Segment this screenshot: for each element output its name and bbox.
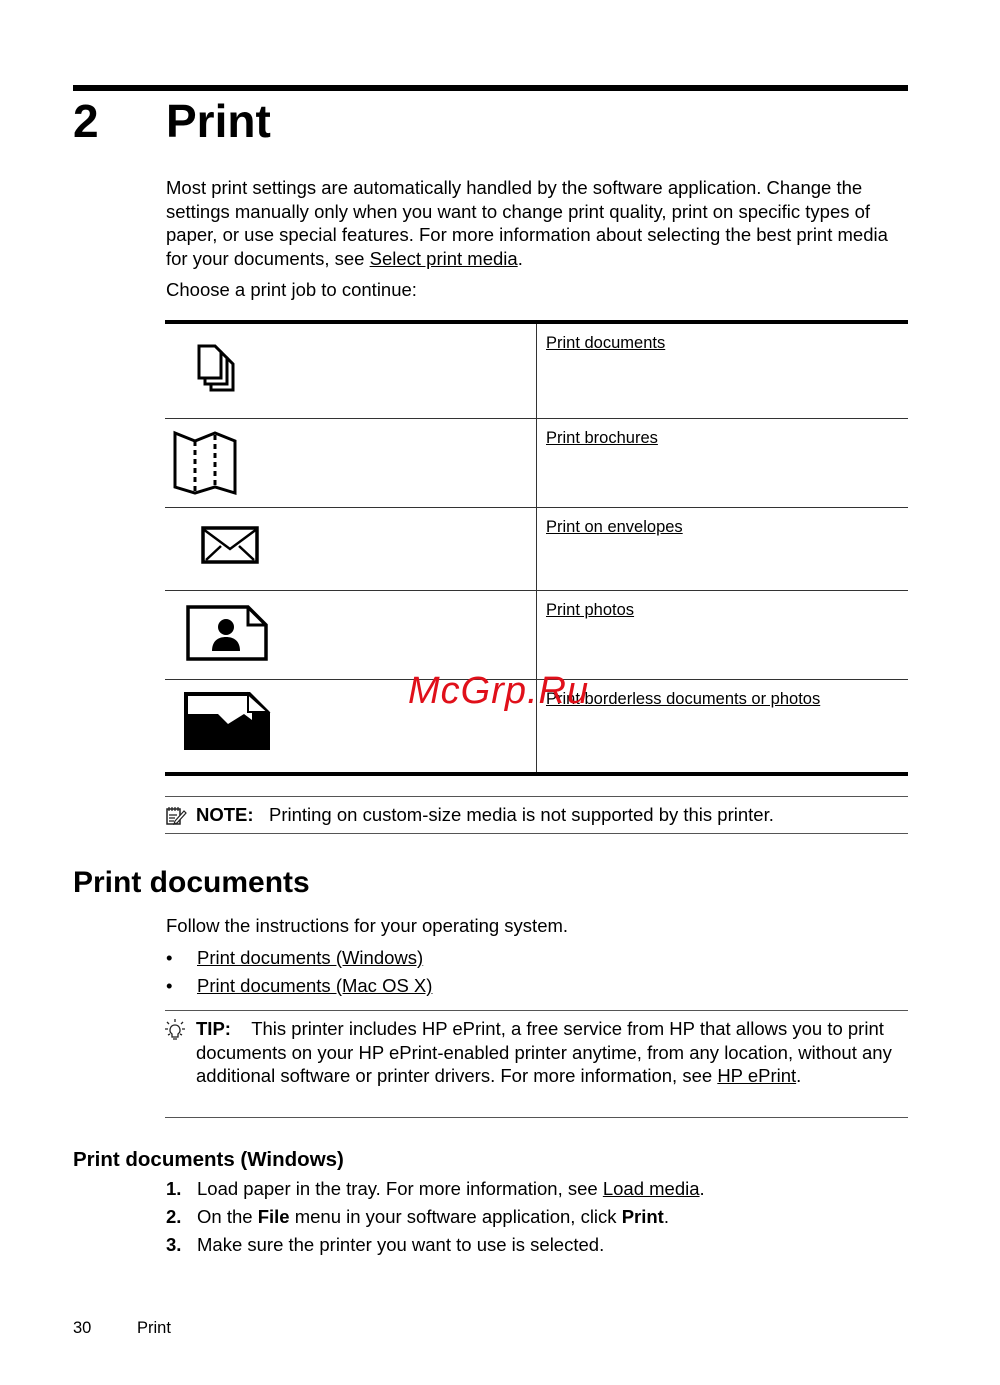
- lightbulb-icon: [165, 1019, 185, 1043]
- print-borderless-link[interactable]: Print borderless documents or photos: [546, 689, 821, 708]
- tip-box: TIP: This printer includes HP ePrint, a free service from HP that allows you to print documents on your HP ePrint-enabled printer anytime, from any location, without any additional software or printer drivers. For more information, see HP ePrint.: [165, 1010, 908, 1118]
- step-3: 3. Make sure the printer you want to use is selected.: [166, 1234, 605, 1255]
- page-number: 30: [73, 1319, 92, 1337]
- icon-cell: [165, 418, 537, 507]
- section-text: Follow the instructions for your operating system.: [166, 915, 569, 936]
- envelope-icon: [201, 526, 259, 564]
- chapter-rule: [73, 85, 908, 91]
- note-label: NOTE:: [196, 804, 254, 825]
- brochure-icon: [173, 429, 237, 497]
- list-item: • Print documents (Windows): [166, 947, 424, 968]
- section-heading: Print documents: [73, 866, 310, 899]
- list-item: • Print documents (Mac OS X): [166, 975, 433, 996]
- intro-paragraph: Most print settings are automatically handled by the software application. Change the settings manually only when you want to change print quality, print on specific types of paper, or use special features. For more information about selecting the best print media for your documents, see Select print media.: [166, 177, 888, 269]
- documents-icon: [197, 344, 247, 402]
- mac-link[interactable]: Print documents (Mac OS X): [197, 975, 433, 996]
- photo-icon: [186, 605, 268, 661]
- load-media-link[interactable]: Load media: [602, 1178, 700, 1199]
- icon-cell: [165, 590, 537, 679]
- note-text: Printing on custom-size media is not supported by this printer.: [268, 804, 774, 825]
- print-documents-link[interactable]: Print documents: [546, 334, 666, 352]
- select-print-media-link[interactable]: Select print media: [369, 247, 518, 269]
- windows-link[interactable]: Print documents (Windows): [197, 947, 424, 968]
- table-row: [165, 507, 908, 590]
- step-2: 2. On the File menu in your software application, click Print.: [166, 1206, 669, 1227]
- icon-cell: [165, 322, 537, 418]
- watermark: McGrp.Ru: [408, 670, 590, 712]
- print-photos-link[interactable]: Print photos: [546, 600, 635, 619]
- subsection-heading: Print documents (Windows): [73, 1148, 344, 1171]
- hp-eprint-link[interactable]: HP ePrint: [717, 1065, 797, 1086]
- table-row: [165, 418, 908, 507]
- chapter-number: 2: [73, 95, 99, 147]
- note-icon: [165, 806, 187, 826]
- print-brochures-link[interactable]: Print brochures: [546, 428, 658, 447]
- tip-label: TIP:: [196, 1018, 231, 1039]
- borderless-icon: [182, 690, 272, 752]
- table-row: [165, 322, 908, 418]
- table-row: [165, 590, 908, 679]
- note-box: [165, 796, 908, 834]
- choose-text: Choose a print job to continue:: [166, 279, 417, 300]
- step-1: 1. Load paper in the tray. For more information, see Load media.: [166, 1178, 705, 1199]
- chapter-title: Print: [166, 95, 271, 147]
- print-envelopes-link[interactable]: Print on envelopes: [546, 517, 683, 536]
- icon-cell: [165, 507, 537, 590]
- footer-section: Print: [137, 1319, 171, 1337]
